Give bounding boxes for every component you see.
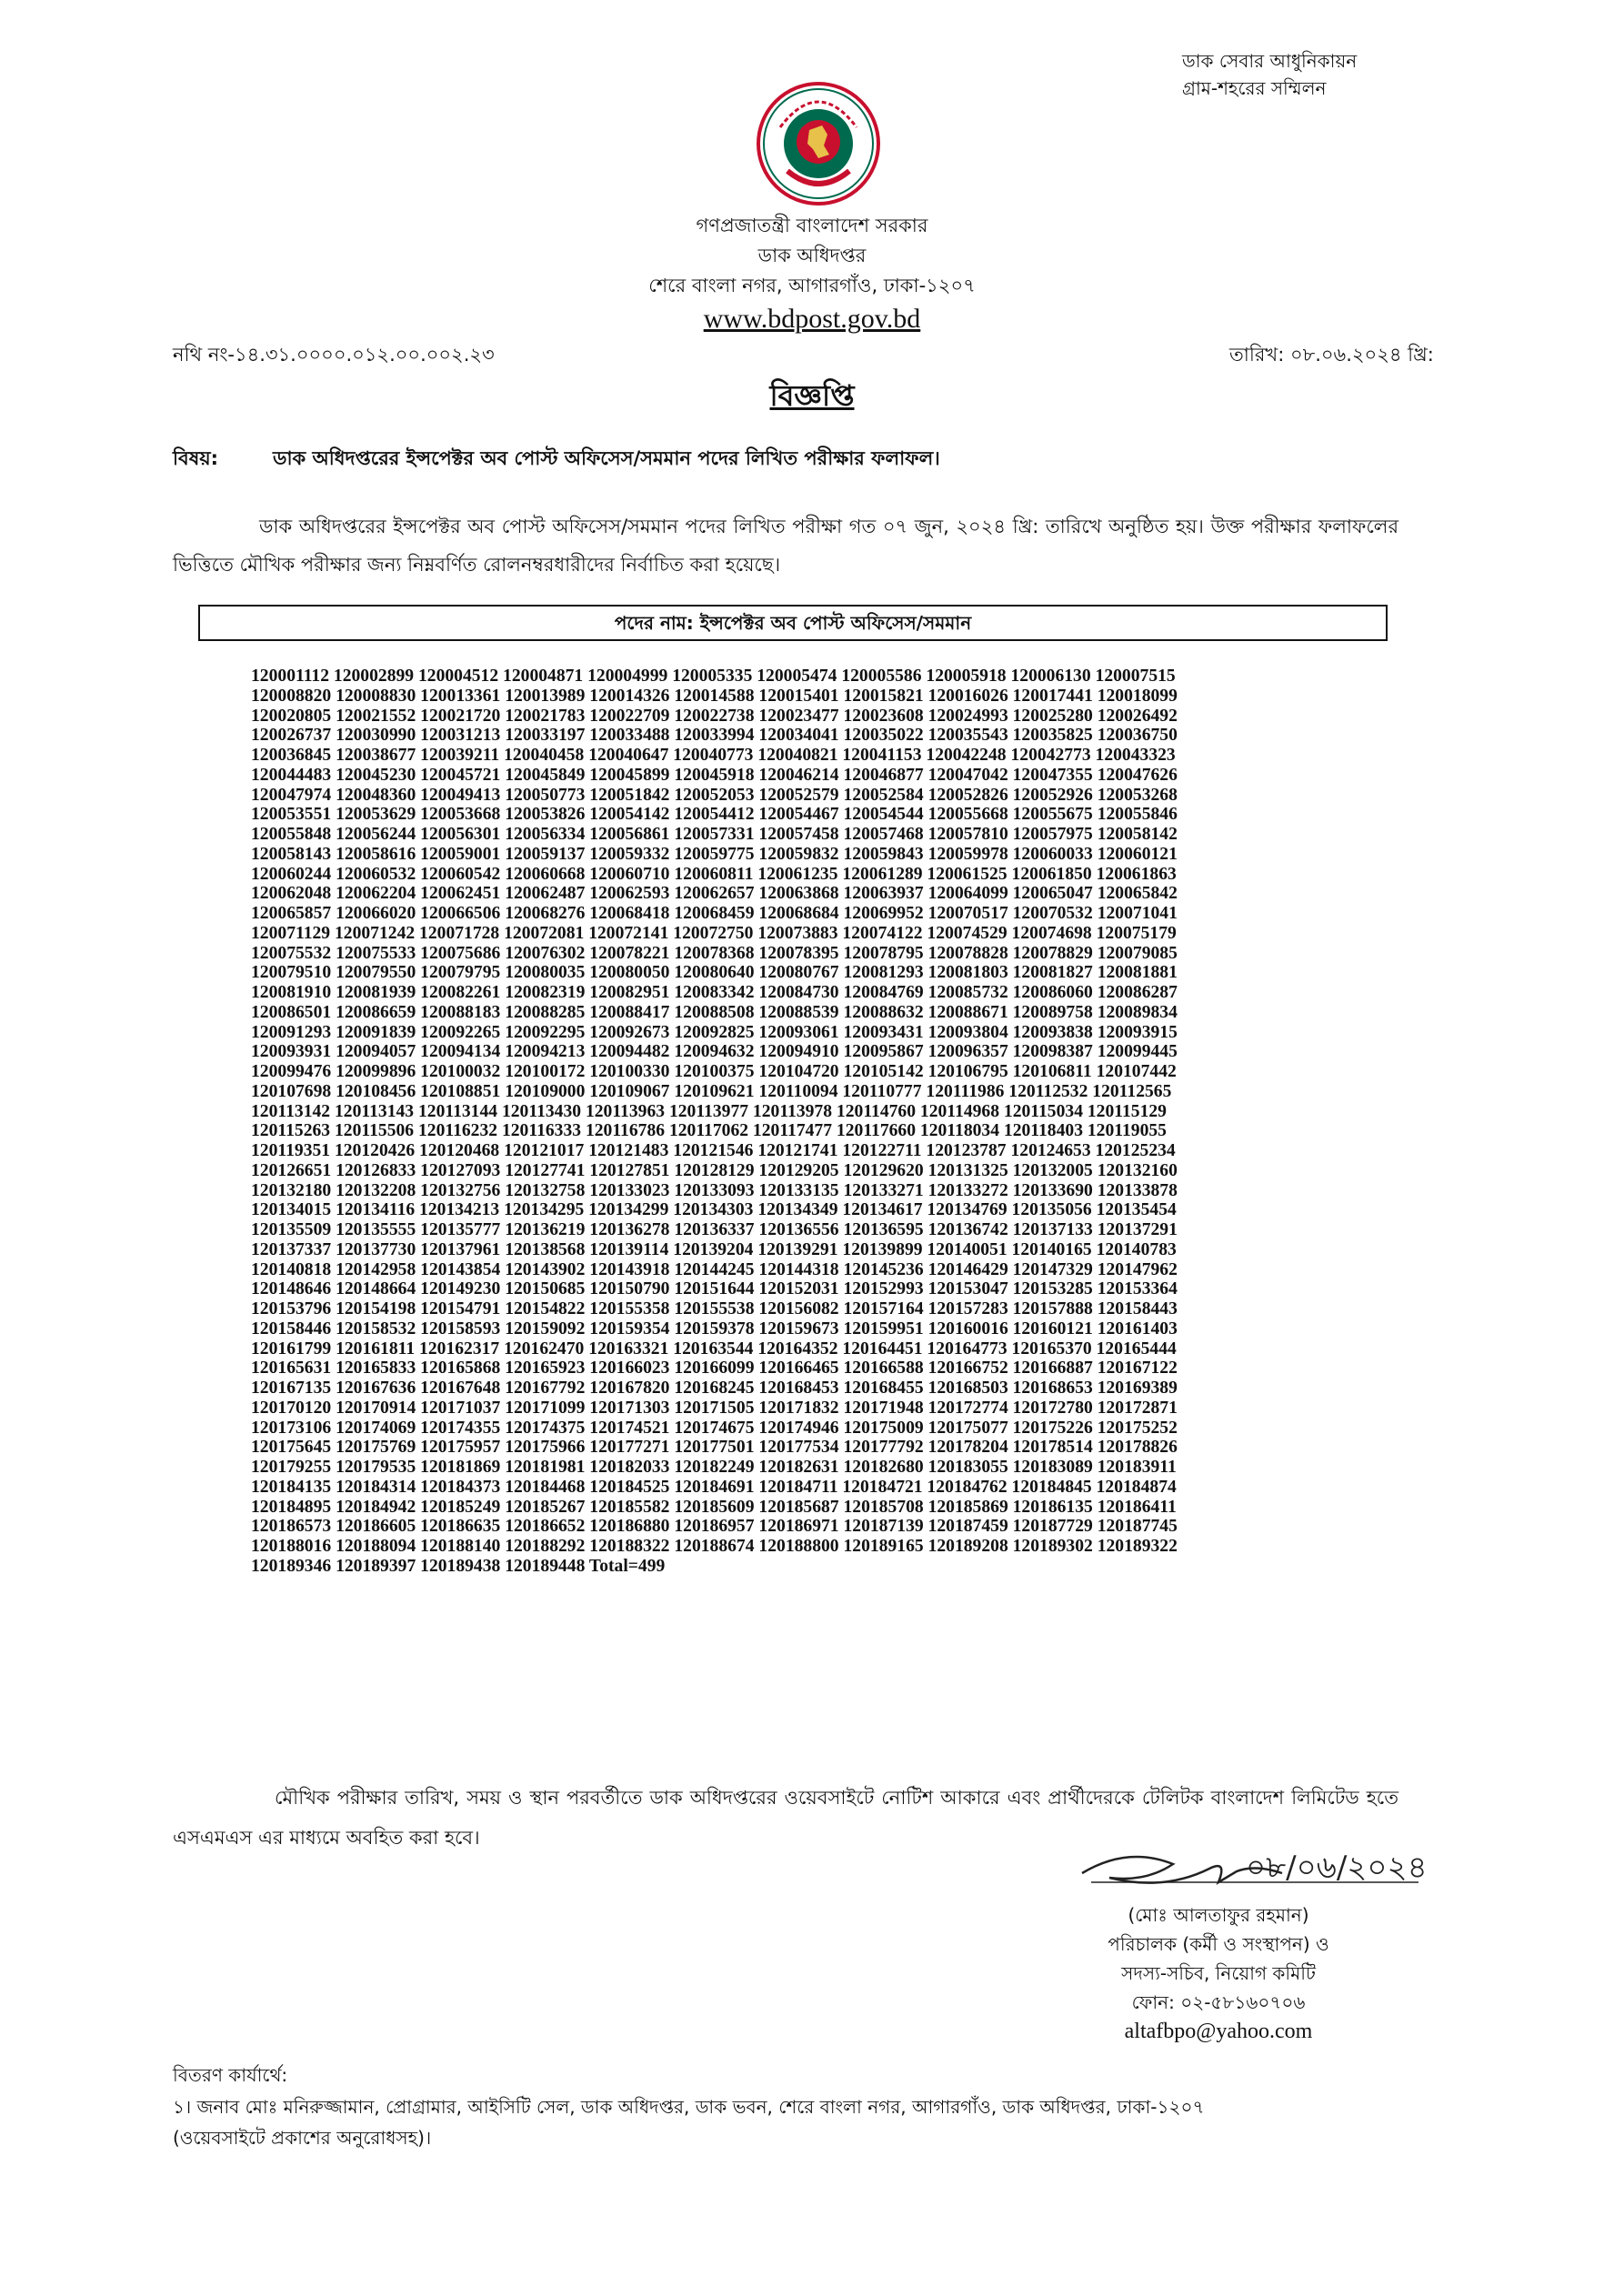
roll-number-line: 120148646 120148664 120149230 120150685 120150790 120151644 120152031 120152993 120153047 120153285 120153364 [251,1279,1178,1299]
roll-number-line: 120184135 120184314 120184373 120184468 120184525 120184691 120184711 120184721 120184762 120184845 120184874 [251,1477,1177,1497]
roll-number-line: 120093931 120094057 120094134 120094213 120094482 120094632 120094910 120095867 120096357 120098387 120099445 [251,1042,1178,1062]
roll-number-line: 120060244 120060532 120060542 120060668 120060710 120060811 120061235 120061289 120061525 120061850 120061863 [251,864,1177,884]
roll-number-line: 120165631 120165833 120165868 120165923 120166023 120166099 120166465 120166588 120166752 120166887 120167122 [251,1359,1178,1379]
roll-number-line: 120055848 120056244 120056301 120056334 120056861 120057331 120057458 120057468 120057810 120057975 120058142 [251,825,1178,844]
body-paragraph: ডাক অধিদপ্তরের ইন্সপেক্টর অব পোস্ট অফিসেস/সমমান পদের লিখিত পরীক্ষা গত ০৭ জুন, ২০২৪ খ্রি: তারিখে অনুষ্ঠিত হয়। উক্ত পরীক্ষার ফলাফলের ভিত্তিতে মৌখিক পরীক্ষার জন্য নিম্নবর্ণিত রোলনম্বরধারীদের নির্বাচিত করা হয়েছে। [173,516,1398,576]
roll-number-line: 120020805 120021552 120021720 120021783 120022709 120022738 120023477 120023608 120024993 120025280 120026492 [251,706,1178,726]
roll-number-line: 120167135 120167636 120167648 120167792 120167820 120168245 120168453 120168455 120168503 120168653 120169389 [251,1379,1178,1398]
roll-number-line: 120173106 120174069 120174355 120174375 120174521 120174675 120174946 120175009 120175077 120175226 120175252 [251,1418,1178,1438]
reference-number: নথি নং-১৪.৩১.০০০০.০১২.০০.০০২.২৩ [173,344,495,366]
roll-number-line: 120091293 120091839 120092265 120092295 120092673 120092825 120093061 120093431 120093804 120093838 120093915 [251,1022,1178,1042]
roll-number-line: 120081910 120081939 120082261 120082319 120082951 120083342 120084730 120084769 120085732 120086060 120086287 [251,983,1178,1002]
roll-number-line: 120170120 120170914 120171037 120171099 120171303 120171505 120171832 120171948 120172774 120172780 120172871 [251,1398,1178,1418]
distribution-label: বিতরণ কার্যার্থে: [173,2064,288,2086]
roll-number-line: 120065857 120066020 120066506 120068276 120068418 120068459 120068684 120069952 120070517 120070532 120071041 [251,904,1178,923]
motto [1182,47,1482,102]
roll-number-line: 120001112 120002899 120004512 120004871 120004999 120005335 120005474 120005586 120005918 120006130 120007515 [251,667,1176,686]
issue-date: তারিখ: ০৮.০৬.২০২৪ খ্রি: [1229,344,1434,366]
roll-number-line: 120099476 120099896 120100032 120100172 120100330 120100375 120104720 120105142 120106795 120106811 120107442 [251,1062,1177,1081]
roll-number-line: 120135509 120135555 120135777 120136219 120136278 120136337 120136556 120136595 120136742 120137133 120137291 [251,1220,1178,1239]
roll-number-line: 120184895 120184942 120185249 120185267 120185582 120185609 120185687 120185708 120185869 120186135 120186411 [251,1497,1177,1517]
notice-title: বিজ্ঞপ্তি [769,378,855,413]
organization-header [0,211,1624,337]
subject-label: বিষয়: [173,447,219,469]
roll-number-line: 120107698 120108456 120108851 120109000 120109067 120109621 120110094 120110777 120111986 120112532 120112565 [251,1081,1172,1101]
org-line-department: ডাক অধিদপ্তর [757,245,867,266]
org-line-address: শেরে বাংলা নগর, আগারগাঁও, ঢাকা-১২০৭ [648,275,976,296]
motto-line-2: গ্রাম-শহরের সম্মিলন [1182,77,1327,99]
roll-number-line: 120053551 120053629 120053668 120053826 120054142 120054412 120054467 120054544 120055668 120055675 120055846 [251,805,1178,825]
roll-number-line: 120189346 120189397 120189438 120189448 Total=499 [251,1556,666,1576]
roll-number-line: 120161799 120161811 120162317 120162470 120163321 120163544 120164352 120164451 120164773 120165370 120165444 [251,1338,1177,1359]
roll-number-line: 120071129 120071242 120071728 120072081 120072141 120072750 120073883 120074122 120074529 120074698 120075179 [251,923,1177,943]
motto-line-1: ডাক সেবার আধুনিকায়ন [1182,50,1358,72]
distribution-item-1-continued: (ওয়েবসাইটে প্রকাশের অনুরোধসহ)। [173,2127,432,2149]
roll-number-line: 120126651 120126833 120127093 120127741 120127851 120128129 120129205 120129620 120131325 120132005 120132160 [251,1160,1178,1180]
roll-number-line: 120062048 120062204 120062451 120062487 120062593 120062657 120063868 120063937 120064099 120065047 120065842 [251,884,1178,904]
distribution-list [173,2091,1446,2153]
roll-number-line: 120075532 120075533 120075686 120076302 120078221 120078368 120078395 120078795 120078828 120078829 120079085 [251,943,1178,963]
roll-number-line: 120132180 120132208 120132756 120132758 120133023 120133093 120133135 120133271 120133272 120133690 120133878 [251,1180,1178,1200]
signatory-block [1037,1900,1400,2046]
roll-number-line: 120158446 120158532 120158593 120159092 120159354 120159378 120159673 120159951 120160016 120160121 120161403 [251,1318,1178,1338]
subject-text: ডাক অধিদপ্তরের ইন্সপেক্টর অব পোস্ট অফিসেস/সমমান পদের লিখিত পরীক্ষার ফলাফল। [273,447,940,469]
signatory-designation-2: সদস্য-সচিব, নিয়োগ কমিটি [1121,1962,1316,1984]
roll-number-line: 120113142 120113143 120113144 120113430 120113963 120113977 120113978 120114760 120114968 120115034 120115129 [251,1101,1167,1121]
roll-number-line: 120119351 120120426 120120468 120121017 120121483 120121546 120121741 120122711 120123787 120124653 120125234 [251,1141,1176,1160]
roll-number-line: 120044483 120045230 120045721 120045849 120045899 120045918 120046214 120046877 120047042 120047355 120047626 [251,765,1178,785]
signatory-phone: ফোন: ০২-৫৮১৬০৭০৬ [1131,1991,1306,2013]
roll-number-line: 120179255 120179535 120181869 120181981 120182033 120182249 120182631 120182680 120183055 120183089 120183911 [251,1458,1177,1477]
roll-number-line: 120036845 120038677 120039211 120040458 120040647 120040773 120040821 120041153 120042248 120042773 120043323 [251,746,1176,765]
roll-number-line: 120086501 120086659 120088183 120088285 120088417 120088508 120088539 120088632 120088671 120089758 120089834 [251,1002,1178,1022]
post-name: পদের নাম: ইন্সপেক্টর অব পোস্ট অফিসেস/সমমান [614,612,972,634]
closing-paragraph: মৌখিক পরীক্ষার তারিখ, সময় ও স্থান পরবর্তীতে ডাক অধিদপ্তরের ওয়েবসাইটে নোটিশ আকারে এবং প্রার্থীদেরকে টেলিটক বাংলাদেশ লিমিটেড হতে এসএমএস এর মাধ্যমে অবহিত করা হবে। [173,1787,1398,1849]
signatory-designation-1: পরিচালক (কর্মী ও সংস্থাপন) ও [1108,1933,1329,1955]
roll-number-line: 120175645 120175769 120175957 120175966 120177271 120177501 120177534 120177792 120178204 120178514 120178826 [251,1438,1178,1458]
roll-number-line: 120026737 120030990 120031213 120033197 120033488 120033994 120034041 120035022 120035543 120035825 120036750 [251,726,1178,746]
roll-number-line: 120140818 120142958 120143854 120143902 120143918 120144245 120144318 120145236 120146429 120147329 120147962 [251,1259,1178,1279]
roll-number-line: 120153796 120154198 120154791 120154822 120155358 120155538 120156082 120157164 120157283 120157888 120158443 [251,1299,1178,1318]
roll-number-line: 120186573 120186605 120186635 120186652 120186880 120186957 120186971 120187139 120187459 120187729 120187745 [251,1517,1178,1537]
website-link[interactable]: www.bdpost.gov.bd [703,304,921,334]
roll-number-line: 120188016 120188094 120188140 120188292 120188322 120188674 120188800 120189165 120189208 120189302 120189322 [251,1537,1178,1556]
distribution-item-1: ১। জনাব মোঃ মনিরুজ্জামান, প্রোগ্রামার, আইসিটি সেল, ডাক অধিদপ্তর, ডাক ভবন, শেরে বাংলা নগর, আগারগাঁও, ডাক অধিদপ্তর, ঢাকা-১২০৭ [173,2096,1205,2118]
roll-number-line: 120058143 120058616 120059001 120059137 120059332 120059775 120059832 120059843 120059978 120060033 120060121 [251,844,1178,864]
roll-number-line: 120008820 120008830 120013361 120013989 120014326 120014588 120015401 120015821 120016026 120017441 120018099 [251,686,1178,706]
government-seal-logo [755,80,882,207]
post-name-box [198,605,1388,641]
roll-number-line: 120079510 120079550 120079795 120080035 120080050 120080640 120080767 120081293 120081803 120081827 120081881 [251,963,1178,983]
signatory-email[interactable]: altafbpo@yahoo.com [1124,2020,1313,2043]
subject-line [173,444,940,476]
signature-date: ০৮/০৬/২০২৪ [1246,1850,1428,1886]
org-line-government: গণপ্রজাতন্ত্রী বাংলাদেশ সরকার [696,215,928,236]
roll-number-line: 120137337 120137730 120137961 120138568 120139114 120139204 120139291 120139899 120140051 120140165 120140783 [251,1239,1177,1259]
roll-number-line: 120115263 120115506 120116232 120116333 120116786 120117062 120117477 120117660 120118034 120118403 120119055 [251,1121,1167,1141]
roll-number-line: 120134015 120134116 120134213 120134295 120134299 120134303 120134349 120134617 120134769 120135056 120135454 [251,1200,1177,1220]
signatory-name: (মোঃ আলতাফুর রহমান) [1128,1904,1309,1926]
roll-number-line: 120047974 120048360 120049413 120050773 120051842 120052053 120052579 120052584 120052826 120052926 120053268 [251,785,1178,805]
roll-number-list [251,667,1388,1577]
